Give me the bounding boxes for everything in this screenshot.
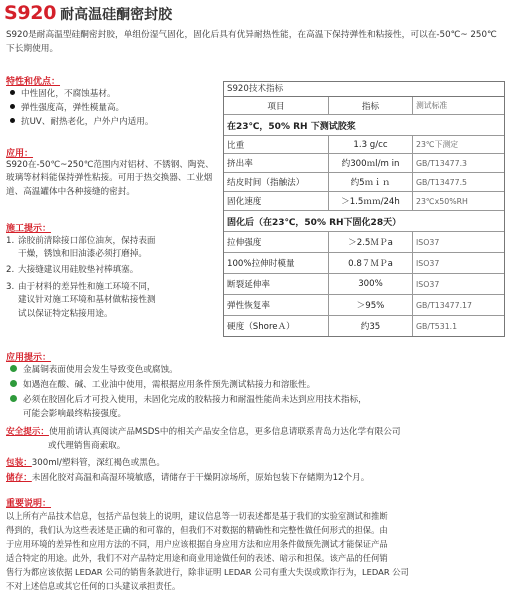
col-header-value: 指标 xyxy=(329,97,413,114)
bullet-icon xyxy=(10,90,15,95)
features-heading: 特性和优点： xyxy=(6,77,61,87)
spec-row: 断裂延伸率 300% ISO37 xyxy=(224,274,504,295)
disclaimer-heading: 重要说明： xyxy=(6,499,52,509)
feature-item: 弹性强度高，弹性模量高。 xyxy=(10,101,124,115)
product-name: 耐高温硅酮密封胶 xyxy=(60,7,173,23)
application-text: S920在-50℃~250℃范围内对铝材、不锈钢、陶瓷、玻璃等材料能保持弹性粘接。可用于热交换器、工业烟道、高温罐体中各种接缝的密封。 xyxy=(6,160,214,197)
bullet-icon xyxy=(10,118,15,123)
usage-note-item: 如遇泡在酸、碱、工业油中使用，需根据应用条件预先测试粘接力和溶胀性。 xyxy=(10,378,500,392)
spec-header-row xyxy=(224,97,504,115)
usage-notes-heading: 应用提示： xyxy=(6,353,52,363)
usage-note-item: 必须在胶固化后才可投入使用，未固化完成的胶粘接力和耐温性能尚未达到应用技术指标， xyxy=(10,393,500,407)
product-code: S920 xyxy=(4,2,57,24)
construction-item-2: 2. 大接缝建议用硅胶垫衬棒填塞。 xyxy=(6,265,139,275)
intro-text: S920是耐高温型硅酮密封胶，单组份湿气固化，固化后具有优异耐热性能，在高温下保持弹性和粘接性，可以在-50℃~ 250℃下长期使用。 xyxy=(6,30,497,54)
spec-row: 100%拉伸时模量 0.8７ＭＰa ISO37 xyxy=(224,253,504,274)
packaging-note: 包装：300ml/塑料管，深红褐色或黑色。 xyxy=(6,458,165,468)
spec-row: 挤出率 约300ｍl/m in GB/T13477.3 xyxy=(224,154,504,173)
bullet-icon xyxy=(10,104,15,109)
packaging-label: 包装： xyxy=(6,458,32,468)
application-heading: 应用： xyxy=(6,149,34,159)
feature-item: 抗UV、耐热老化，户外户内适用。 xyxy=(10,115,153,129)
construction-heading: 施工提示： xyxy=(6,224,52,234)
green-bullet-icon xyxy=(10,380,17,387)
safety-note-continuation: 或代理销售商索取。 xyxy=(48,441,126,451)
spec-row: 结皮时间（指触法） 约5ｍｉｎ GB/T13477.5 xyxy=(224,173,504,192)
spec-row: 硬度（ShoreＡ） 约35 GB/T531.1 xyxy=(224,316,504,336)
product-title xyxy=(4,2,172,24)
green-bullet-icon xyxy=(10,395,17,402)
construction-item-1: 1. 涂胶前清除接口部位油灰，保持表面 干燥，锈蚀和旧油漆必须打磨掉。 xyxy=(6,236,156,260)
spec-row: 拉伸强度 ＞2.5ＭＰa ISO37 xyxy=(224,232,504,253)
spec-row: 比重 1.3 g/cc 23℃下测定 xyxy=(224,136,504,154)
safety-note: 安全提示：使用前请认真阅读产品MSDS中的相关产品安全信息，更多信息请联系青岛力达化学有限公司 xyxy=(6,427,401,437)
spec-table xyxy=(223,81,505,337)
col-header-item: 项目 xyxy=(224,97,329,114)
spec-table-caption: S920技术指标 xyxy=(224,82,504,97)
feature-item: 中性固化，不腐蚀基材。 xyxy=(10,87,116,101)
disclaimer-text: 以上所有产品技术信息，包括产品包装上的说明，建议信息等一切表述都是基于我们的实验室测试和推断 得到的，我们认为这些表述是正确的和可靠的，但我们不对数据的精确性和完整性做任何形式的担保。由 于应用环境的差异性和应用方法的不同，用户应该根据自身应用方法和应用条件做预先测试才能保证产品 适合特定的用途。此外，我们不对产品特定用途和商业用途做任何的表述、暗示和担保。该产品的任何销 售行为都应该依据 LEDAR 公司的销售条款进行，除非证明 LEDAR 公司有重大失误或欺诈行为，LEDAR 公司 不对上述信息或其它任何的口头建议承担责任。 xyxy=(6,511,409,591)
storage-note: 储存：未固化胶对高温和高湿环境敏感，请储存于干燥阴凉场所，原始包装下存储期为12个月。 xyxy=(6,473,370,483)
spec-condition-row: 在23℃，50% RH 下测试胶浆 xyxy=(224,115,504,136)
spec-row: 固化速度 ＞1.5ｍｍ/24h 23℃x50%RH xyxy=(224,192,504,211)
spec-condition-row: 固化后（在23℃，50% RH下固化28天） xyxy=(224,211,504,232)
green-bullet-icon xyxy=(10,365,17,372)
construction-item-3: 3. 由于材料的差异性和施工环境不同， 建议针对施工环境和基材做粘接性测 试以保证特定粘接用途。 xyxy=(6,282,156,319)
storage-label: 储存： xyxy=(6,473,32,483)
col-header-standard: 测试标准 xyxy=(416,101,448,110)
safety-label: 安全提示： xyxy=(6,427,49,437)
usage-note-continuation: 可能会影响最终粘接强度。 xyxy=(23,409,127,419)
usage-note-item: 金属铜表面使用会发生导致变色或腐蚀。 xyxy=(10,363,500,377)
spec-row: 弹性恢复率 ＞95% GB/T13477.17 xyxy=(224,295,504,316)
